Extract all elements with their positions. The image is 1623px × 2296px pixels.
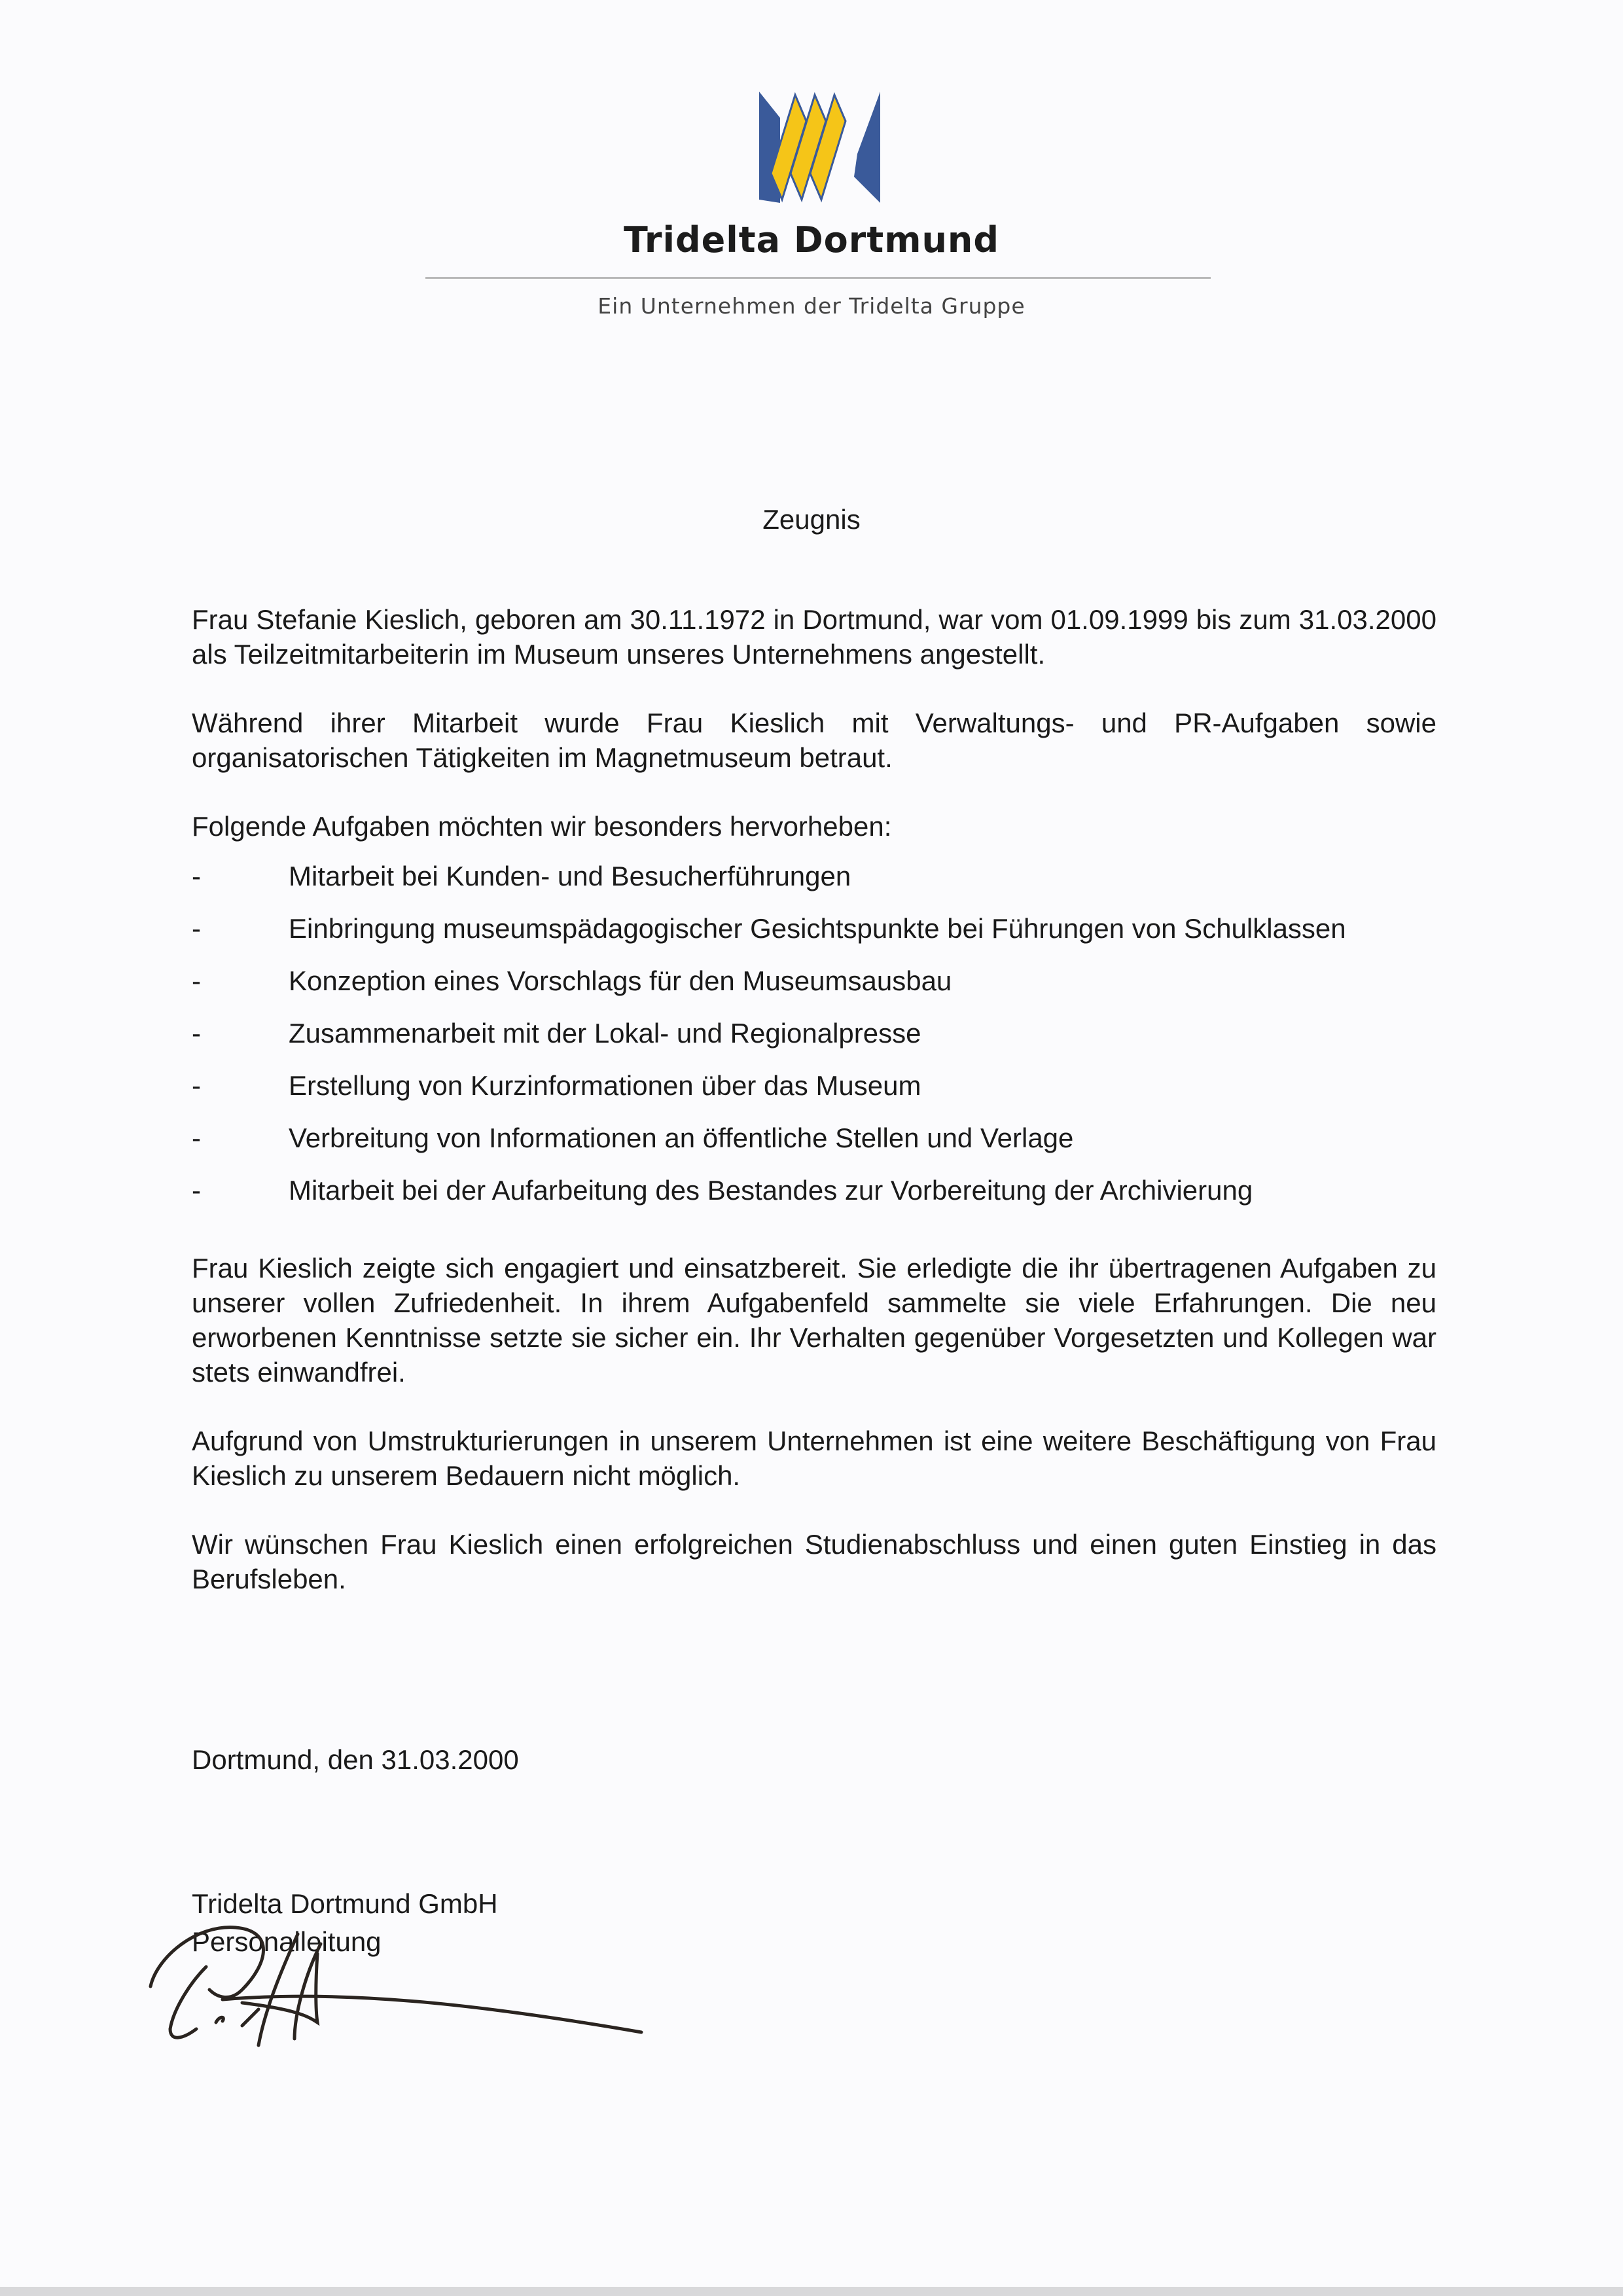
signatory-company: Tridelta Dortmund GmbH [192,1888,498,1919]
task-list [192,850,1436,1217]
page-edge [0,2287,1623,2296]
list-item: - Einbringung museumspädagogischer Gesichtspunkte bei Führungen von Schulklassen [192,913,1346,944]
header-divider [425,277,1211,279]
wishes-paragraph: Wir wünschen Frau Kieslich einen erfolgreichen Studienabschluss und einen guten Einstieg in das Berufsleben. [192,1529,1436,1594]
tridelta-logo-icon [759,92,880,203]
list-item: - Verbreitung von Informationen an öffentliche Stellen und Verlage [192,1122,1074,1153]
document-title: Zeugnis [762,504,861,535]
tasks-intro: Folgende Aufgaben möchten wir besonders hervorheben: [192,811,892,842]
list-item: - Mitarbeit bei der Aufarbeitung des Bestandes zur Vorbereitung der Archivierung [192,1175,1253,1206]
company-name: Tridelta Dortmund [623,219,1000,260]
termination-paragraph: Aufgrund von Umstrukturierungen in unserem Unternehmen ist eine weitere Beschäftigung von Frau Kieslich zu unserem Bedauern nicht möglich. [192,1426,1436,1491]
intro-paragraph: Frau Stefanie Kieslich, geboren am 30.11.1972 in Dortmund, war vom 01.09.1999 bis zum 31.03.2000 als Teilzeitmitarbeiterin im Museum unseres Unternehmens angestellt. [192,604,1436,670]
assessment-paragraph: Frau Kieslich zeigte sich engagiert und einsatzbereit. Sie erledigte die ihr übertragenen Aufgaben zu unserer vollen Zufriedenheit. In ihrem Aufgabenfeld sammelte sie viele Erfahrungen. Die neu erworbenen Kenntnisse setzte sie sicher ein. Ihr Verhalten gegenüber Vorgesetzten und Kollegen war stets einwandfrei. [192,1253,1436,1388]
place-date: Dortmund, den 31.03.2000 [192,1744,519,1775]
signature-icon [144,1918,654,2049]
document-body [192,602,1436,1630]
signatory-role: Personalleitung [192,1926,382,1957]
list-item: - Erstellung von Kurzinformationen über das Museum [192,1070,921,1101]
company-tagline: Ein Unternehmen der Tridelta Gruppe [597,293,1026,319]
list-item: - Zusammenarbeit mit der Lokal- und Regionalpresse [192,1018,921,1049]
list-item: - Konzeption eines Vorschlags für den Museumsausbau [192,965,952,996]
duties-paragraph: Während ihrer Mitarbeit wurde Frau Kieslich mit Verwaltungs- und PR-Aufgaben sowie organisatorischen Tätigkeiten im Magnetmuseum betraut. [192,708,1436,773]
list-item: - Mitarbeit bei Kunden- und Besucherführungen [192,861,851,891]
